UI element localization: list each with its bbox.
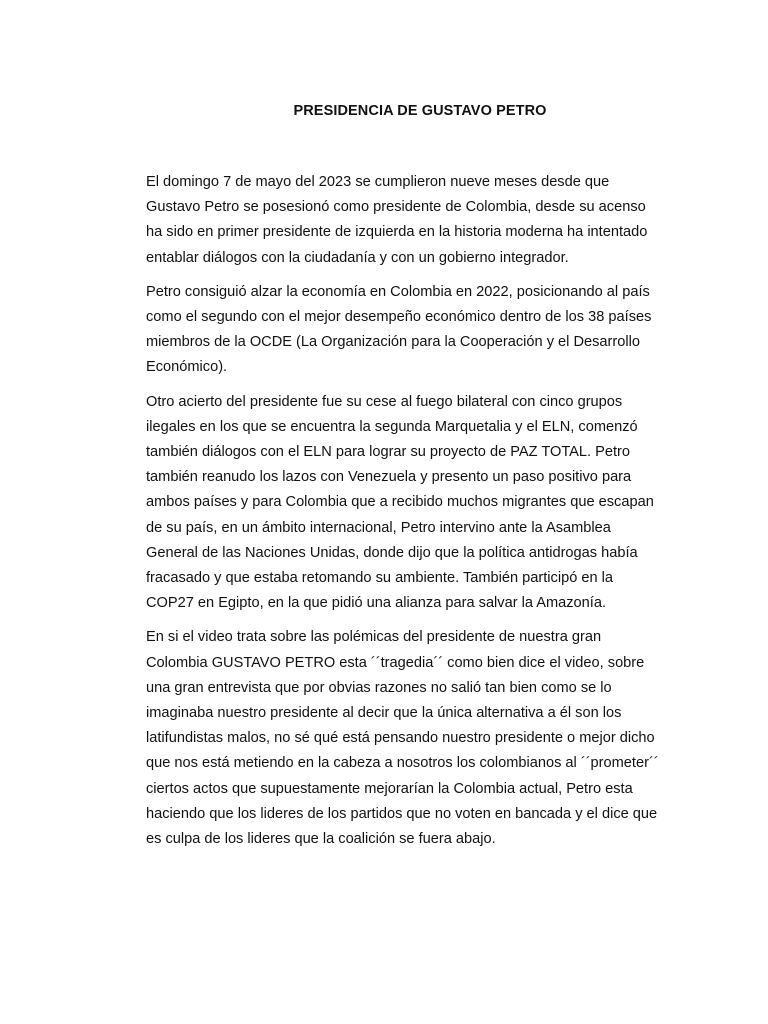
text-line: también reanudo los lazos con Venezuela y presento un paso positivo para bbox=[146, 469, 632, 486]
document-title: PRESIDENCIA DE GUSTAVO PETRO bbox=[293, 103, 547, 119]
document-body bbox=[146, 170, 696, 861]
text-line: de su país, en un ámbito internacional, Petro intervino ante la Asamblea bbox=[146, 519, 611, 536]
text-line: Económico). bbox=[146, 359, 228, 376]
text-line: En si el video trata sobre las polémicas del presidente de nuestra gran bbox=[146, 629, 602, 646]
text-line: entablar diálogos con la ciudadanía y con un gobierno integrador. bbox=[146, 249, 569, 266]
text-line: haciendo que los lideres de los partidos que no voten en bancada y el dice que bbox=[146, 805, 658, 822]
paragraph bbox=[146, 625, 696, 852]
text-line: imaginaba nuestro presidente al decir que la única alternativa a él son los bbox=[146, 705, 622, 722]
text-line: ha sido en primer presidente de izquierda en la historia moderna ha intentado bbox=[146, 224, 648, 241]
text-line: Petro consiguió alzar la economía en Colombia en 2022, posicionando al país bbox=[146, 283, 650, 300]
text-line: Gustavo Petro se posesionó como presidente de Colombia, desde su acenso bbox=[146, 199, 646, 216]
text-line: ilegales en los que se encuentra la segunda Marquetalia y el ELN, comenzó bbox=[146, 418, 638, 435]
text-line: ambos países y para Colombia que a recibido muchos migrantes que escapan bbox=[146, 494, 654, 511]
paragraph bbox=[146, 170, 696, 271]
text-line: miembros de la OCDE (La Organización para la Cooperación y el Desarrollo bbox=[146, 334, 640, 351]
paragraph bbox=[146, 280, 696, 381]
text-line: El domingo 7 de mayo del 2023 se cumplieron nueve meses desde que bbox=[146, 174, 610, 190]
text-line: Colombia GUSTAVO PETRO esta ´´tragedia´´ como bien dice el video, sobre bbox=[146, 654, 645, 671]
text-line: una gran entrevista que por obvias razones no salió tan bien como se lo bbox=[146, 679, 612, 696]
text-line: COP27 en Egipto, en la que pidió una alianza para salvar la Amazonía. bbox=[146, 595, 607, 612]
text-line: latifundistas malos, no sé qué está pensando nuestro presidente o mejor dicho bbox=[146, 730, 655, 747]
text-line: como el segundo con el mejor desempeño económico dentro de los 38 países bbox=[146, 309, 652, 326]
text-line: fracasado y que estaba retomando su ambiente. También participó en la bbox=[146, 570, 614, 587]
text-line: ciertos actos que supuestamente mejorarían la Colombia actual, Petro esta bbox=[146, 780, 633, 797]
text-line: Otro acierto del presidente fue su cese al fuego bilateral con cinco grupos bbox=[146, 393, 623, 410]
text-line: es culpa de los lideres que la coalición se fuera abajo. bbox=[146, 831, 496, 848]
text-line: que nos está metiendo en la cabeza a nosotros los colombianos al ´´prometer´´ bbox=[146, 755, 659, 772]
paragraph bbox=[146, 390, 696, 617]
text-line: General de las Naciones Unidas, donde dijo que la política antidrogas había bbox=[146, 544, 638, 561]
text-line: también diálogos con el ELN para lograr su proyecto de PAZ TOTAL. Petro bbox=[146, 444, 631, 461]
